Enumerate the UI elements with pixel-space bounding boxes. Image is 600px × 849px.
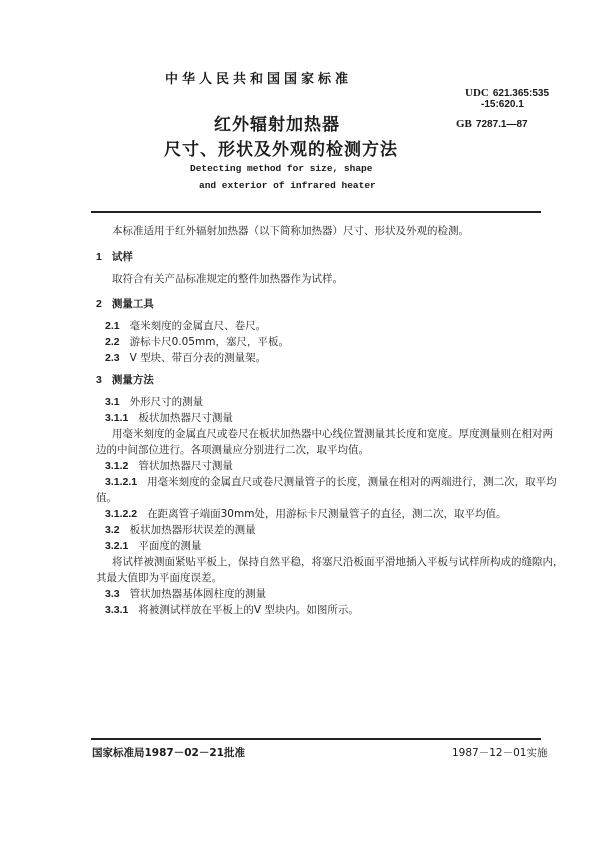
section-3-heading: 3 测量方法 [96,374,154,386]
section-3-1-1-text-line2: 边的中间部位进行。各项测量应分别进行二次，取平均值。 [96,444,369,456]
title-line2: 尺寸、形状及外观的检测方法 [164,140,398,160]
section-2-3: 2.3 V 型块、带百分表的测量架。 [105,352,267,364]
udc-line1: 621.365:535 [492,88,550,99]
udc-line2: -15:620.1 [481,99,524,110]
section-1-heading: 1 试样 [96,251,133,263]
section-3-3: 3.3 管状加热器基体圆柱度的测量 [105,588,267,600]
header-divider [91,211,541,213]
section-2-2: 2.2 游标卡尺0.05mm，塞尺，平板。 [105,336,289,348]
udc-label: UDC [465,87,489,99]
gb-code [456,118,528,130]
section-3-1-2: 3.1.2 管状加热器尺寸测量 [105,460,233,472]
english-title-line1: Detecting method for size, shape [190,163,373,174]
section-3-2: 3.2 板状加热器形状误差的测量 [105,524,256,536]
section-2-heading: 2 测量工具 [96,298,154,310]
section-3-1-2-1-cont: 值。 [96,492,117,504]
national-standard-label: 中华人民共和国国家标准 [165,72,353,87]
section-3-2-1-text-line2: 其最大值即为平面度误差。 [96,572,222,584]
section-3-1-2-1: 3.1.2.1 用毫米刻度的金属直尺或卷尺测量管子的长度，测量在相对的两端进行，测二次，取平均 [105,476,557,488]
section-1-text: 取符合有关产品标准规定的整件加热器作为试样。 [112,273,343,285]
section-3-2-1-text-line1: 将试样被测面紧贴平板上，保持自然平稳，将塞尺沿板面平滑地插入平板与试样所构成的缝隙内， [112,556,564,568]
intro-paragraph: 本标准适用于红外辐射加热器（以下简称加热器）尺寸、形状及外观的检测。 [112,225,469,237]
section-3-3-1: 3.3.1 将被测试样放在平板上的V 型块内。如图所示。 [105,604,359,616]
footer-divider [91,738,541,740]
effective-date: 1987－12－01实施 [452,747,548,759]
section-3-1-1-text-line1: 用毫米刻度的金属直尺或卷尺在板状加热器中心线位置测量其长度和宽度。厚度测量则在相对两 [112,428,553,440]
section-2-1: 2.1 毫米刻度的金属直尺、卷尺。 [105,320,267,332]
section-3-1-1: 3.1.1 板状加热器尺寸测量 [105,412,233,424]
section-3-1: 3.1 外形尺寸的测量 [105,396,204,408]
english-title-line2: and exterior of infrared heater [199,180,376,191]
section-3-1-2-2: 3.1.2.2 在距离管子端面30mm处，用游标卡尺测量管子的直径，测二次，取平均值。 [105,508,507,520]
section-3-2-1: 3.2.1 平面度的测量 [105,540,202,552]
gb-label: GB [456,118,472,130]
title-line1: 红外辐射加热器 [214,115,340,135]
gb-number: 7287.1—87 [475,119,528,130]
approval-date: 国家标准局1987－02－21批准 [92,747,245,759]
